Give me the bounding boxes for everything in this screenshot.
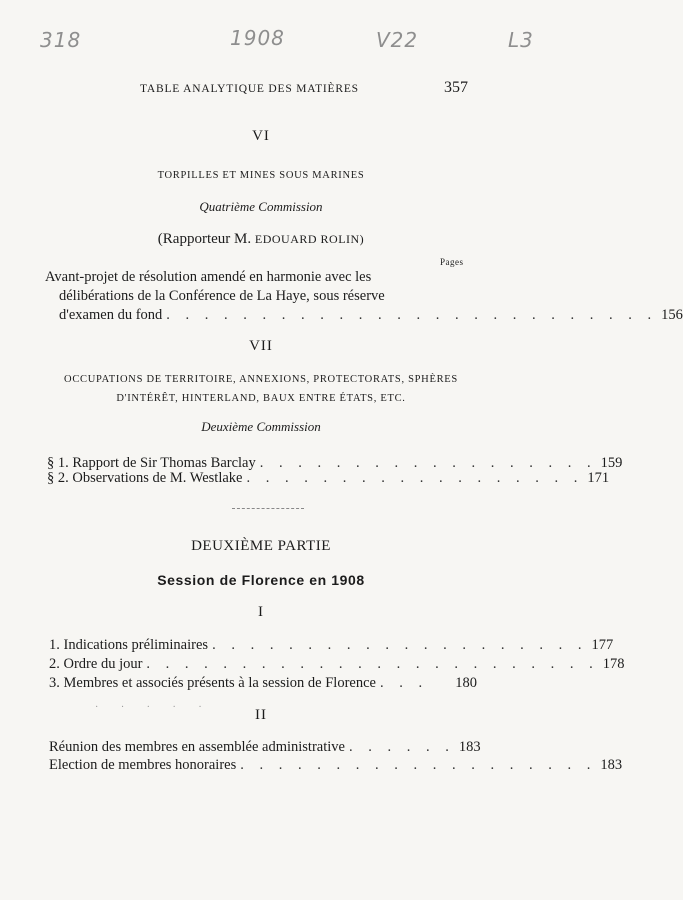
leader-dots: . . . . . . . . . . . . . . . . . . . .	[212, 637, 588, 653]
separator-rule	[232, 508, 304, 509]
section-vii-heading	[38, 370, 484, 408]
entry-page: 180	[455, 675, 477, 691]
entry-page: 183	[600, 757, 623, 773]
toc-entry-membres	[49, 674, 477, 693]
toc-entry-avant-projet	[45, 268, 683, 325]
entry-page: 177	[591, 637, 614, 653]
entry-page: 178	[602, 656, 625, 672]
pages-column-label: Pages	[440, 257, 464, 267]
entry-text: § 1. Rapport de Sir Thomas Barclay	[47, 455, 256, 471]
leader-dots: . . . . . .	[348, 739, 455, 755]
entry-text: Election de membres honoraires	[49, 757, 237, 773]
section-i-numeral: I	[258, 604, 264, 620]
section-vi-numeral: VI	[252, 128, 270, 144]
leader-dots: . . .	[379, 675, 429, 691]
section-vi-rapporteur	[45, 231, 477, 248]
entry-line	[49, 738, 481, 757]
page-number: 357	[444, 79, 468, 96]
handwritten-volume: V22	[376, 28, 419, 52]
entry-line	[49, 636, 614, 655]
section-vi-commission: Quatrième Commission	[199, 199, 323, 214]
heading-line: D'INTÉRÊT, HINTERLAND, BAUX ENTRE ÉTATS, ETC.	[116, 393, 406, 404]
leader-dots: . . . . . . . . . . . . . . . . . . .	[240, 757, 597, 773]
entry-line	[49, 655, 625, 674]
entry-text: Réunion des membres en assemblée administrative	[49, 739, 345, 755]
entry-text: 1. Indications préliminaires	[49, 637, 209, 653]
handwritten-mark: 318	[40, 28, 82, 52]
entry-line	[49, 756, 623, 775]
entry-text: 2. Ordre du jour	[49, 656, 143, 672]
entry-line	[47, 469, 610, 488]
leader-dots: . . . . . . . . . . . . . . . . . .	[259, 455, 597, 471]
entry-line	[49, 674, 477, 693]
section-vii-commission: Deuxième Commission	[201, 419, 321, 434]
part-title: DEUXIÈME PARTIE	[191, 538, 331, 554]
entry-line: délibérations de la Conférence de La Haye, sous réserve	[59, 288, 385, 304]
entry-page: 171	[587, 470, 610, 486]
heading-line: OCCUPATIONS DE TERRITOIRE, ANNEXIONS, PROTECTORATS, SPHÈRES	[64, 374, 458, 385]
entry-text: d'examen du fond	[59, 307, 163, 323]
handwritten-year: 1908	[230, 26, 285, 50]
entry-line	[45, 306, 683, 325]
entry-line: Avant-projet de résolution amendé en harmonie avec les	[45, 269, 372, 285]
section-ii-numeral: II	[255, 707, 267, 723]
leader-dots: . . . . . . . . . . . . . . . . . .	[246, 470, 584, 486]
toc-entry-election	[49, 756, 623, 775]
leader-dots: . . . . . . . . . . . . . . . . . . . . . . . . . .	[166, 307, 658, 323]
section-vi-heading: TORPILLES ET MINES SOUS MARINES	[157, 170, 365, 181]
entry-text: § 2. Observations de M. Westlake	[47, 470, 243, 486]
rapporteur-name: EDOUARD ROLIN)	[254, 232, 365, 246]
handwritten-shelf: L3	[508, 28, 534, 52]
toc-entry-reunion	[49, 738, 481, 757]
entry-page: 156	[661, 307, 683, 323]
entry-page: 183	[458, 739, 481, 755]
toc-entry-ordre-du-jour	[49, 655, 625, 674]
running-head: TABLE ANALYTIQUE DES MATIÈRES	[140, 83, 359, 95]
print-specks: · · · · ·	[95, 702, 212, 713]
toc-entry-westlake	[47, 469, 610, 488]
rapporteur-prefix: (Rapporteur M.	[157, 231, 252, 247]
entry-page: 159	[600, 455, 623, 471]
entry-text: 3. Membres et associés présents à la session de Florence	[49, 675, 376, 691]
section-vii-numeral: VII	[249, 338, 273, 354]
session-title: Session de Florence en 1908	[157, 572, 365, 588]
leader-dots: . . . . . . . . . . . . . . . . . . . . . . . .	[146, 656, 599, 672]
toc-entry-indications	[49, 636, 614, 655]
